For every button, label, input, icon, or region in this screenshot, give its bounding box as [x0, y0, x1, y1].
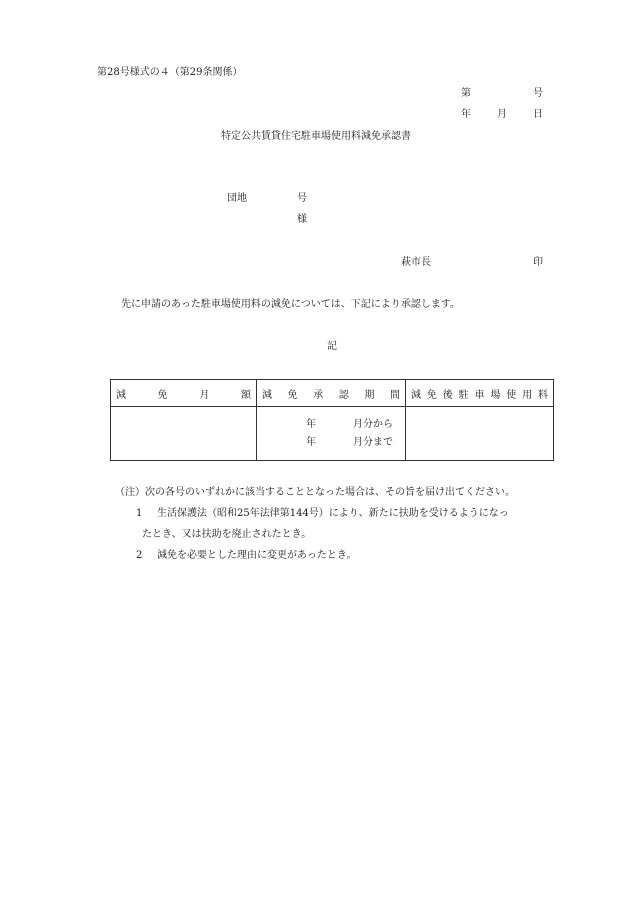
- period-to: 月分まで: [353, 437, 393, 448]
- addressee-complex: 団地: [227, 193, 247, 204]
- reduction-amount-cell: [111, 407, 257, 461]
- doc-no-suffix: 号: [533, 88, 543, 99]
- header-char: 免: [157, 389, 168, 401]
- header-char: 認: [338, 389, 349, 401]
- notes-item-number: 2: [136, 550, 143, 561]
- header-char: 間: [389, 389, 400, 401]
- period-year-start: 年: [306, 419, 316, 430]
- approval-table: [110, 379, 554, 461]
- header-char: 駐: [458, 389, 469, 401]
- table-row: [111, 407, 554, 461]
- date-year: 年: [461, 109, 471, 120]
- header-char: 免: [287, 389, 298, 401]
- header-char: 承: [313, 389, 324, 401]
- ki-label: 記: [327, 341, 337, 352]
- header-fee-after-reduction: [406, 380, 554, 407]
- body-text: 先に申請のあった駐車場使用料の減免については、下記により承認します。: [121, 299, 460, 310]
- date-day: 日: [533, 109, 543, 120]
- header-char: 減: [411, 389, 421, 401]
- addressee-number: 号: [297, 193, 307, 204]
- header-approval-period: [257, 380, 406, 407]
- period-year-end: 年: [306, 437, 316, 448]
- header-char: 減: [262, 389, 272, 401]
- document-title: 特定公共賃貸住宅駐車場使用料減免承認書: [221, 131, 411, 142]
- header-char: 場: [490, 389, 501, 401]
- header-char: 月: [199, 389, 210, 401]
- header-char: 用: [522, 389, 533, 401]
- date-month: 月: [497, 109, 507, 120]
- notes-item-text-cont: たとき、又は扶助を廃止されたとき。: [142, 529, 312, 540]
- header-char: 使: [506, 389, 517, 401]
- header-char: 額: [240, 389, 251, 401]
- header-char: 減: [116, 389, 126, 401]
- header-char: 免: [426, 389, 437, 401]
- issuer-seal: 印: [533, 257, 543, 268]
- notes-item-number: 1: [136, 508, 143, 519]
- header-char: 車: [474, 389, 485, 401]
- header-char: 後: [442, 389, 453, 401]
- table-header-row: [111, 380, 554, 407]
- header-reduction-amount: [111, 380, 257, 407]
- notes-intro: （注）次の各号のいずれかに該当することとなった場合は、その旨を届け出てください。: [115, 487, 515, 498]
- notes-item-text: 生活保護法（昭和25年法律第144号）により、新たに扶助を受けるようになっ: [157, 508, 509, 519]
- doc-no-prefix: 第: [461, 88, 471, 99]
- period-from: 月分から: [353, 419, 393, 430]
- form-id: 第28号様式の４（第29条関係）: [97, 67, 243, 78]
- notes-item-text: 減免を必要とした理由に変更があったとき。: [157, 550, 357, 561]
- addressee-honorific: 様: [297, 214, 307, 225]
- header-char: 期: [364, 389, 375, 401]
- issuer-name: 萩市長: [401, 257, 431, 268]
- fee-after-reduction-cell: [406, 407, 554, 461]
- approval-period-cell: [257, 407, 406, 461]
- header-char: 料: [538, 389, 548, 401]
